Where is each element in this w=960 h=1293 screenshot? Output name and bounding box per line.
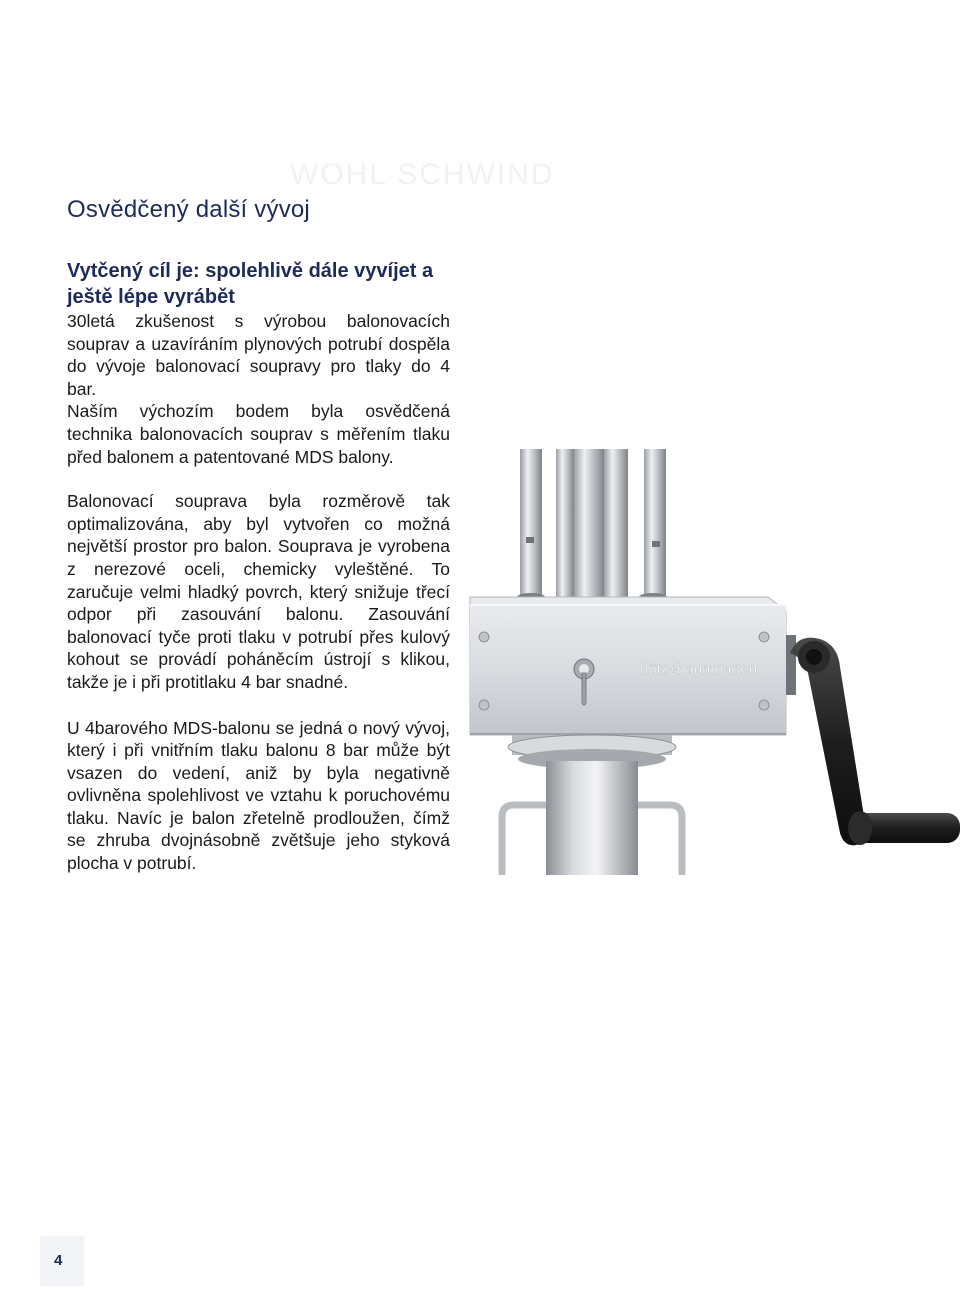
housing-box [470, 597, 786, 735]
balloon-set-illustration [468, 445, 960, 875]
lead-heading: Vytčený cíl je: spolehlivě dále vyvíjet a ještě lépe vyrábět [67, 260, 434, 308]
paragraph-4: U 4barového MDS-balonu se jedná o nový vývoj, který i při vnitřním tlaku balonu 8 bar může být vsazen do vedení, aniž by byla negativně ovlivněna spolehlivost ve vztahu k poruchovému tlaku. Navíc je balon zřetelně prodloužen, čímž se zhruba dvojnásobně zvětšuje jeho styková plocha v potrubí. [67, 717, 450, 874]
section-title: Osvědčený další vývoj [67, 196, 310, 223]
text-column [67, 258, 450, 875]
faint-background-text: WOHL SCHWIND [290, 158, 555, 191]
paragraph-3: Balonovací souprava byla rozměrově tak optimalizována, aby byl vytvořen co možná největší prostor pro balon. Souprava je vyrobena z nerezové oceli, chemicky vyleštěné. To zaručuje velmi hladký povrch, který snižuje třecí odpor při zasouvání balonu. Zasouvání balonovací tyče proti tlaku v potrubí přes kulový kohout se provádí poháněcím ústrojí s klikou, takže je i při protitlaku 4 bar snadné. [67, 491, 450, 692]
lower-tube [502, 735, 682, 875]
product-photo [468, 445, 960, 875]
paragraph-2: Naším výchozím bodem byla osvědčená technika balonovacích souprav s měřením tlaku před balonem a patentované MDS balony. [67, 401, 450, 467]
logo-text: hütz+baumgarten [640, 661, 758, 678]
vertical-rods [517, 449, 667, 612]
paragraph-1: 30letá zkušenost s výrobou balonovacích souprav a uzavíráním plynových potrubí dospěla do vývoje balonovací soupravy pro tlaky do 4 bar. [67, 311, 450, 399]
crank-handle-icon [786, 635, 960, 845]
page-number: 4 [54, 1252, 63, 1269]
